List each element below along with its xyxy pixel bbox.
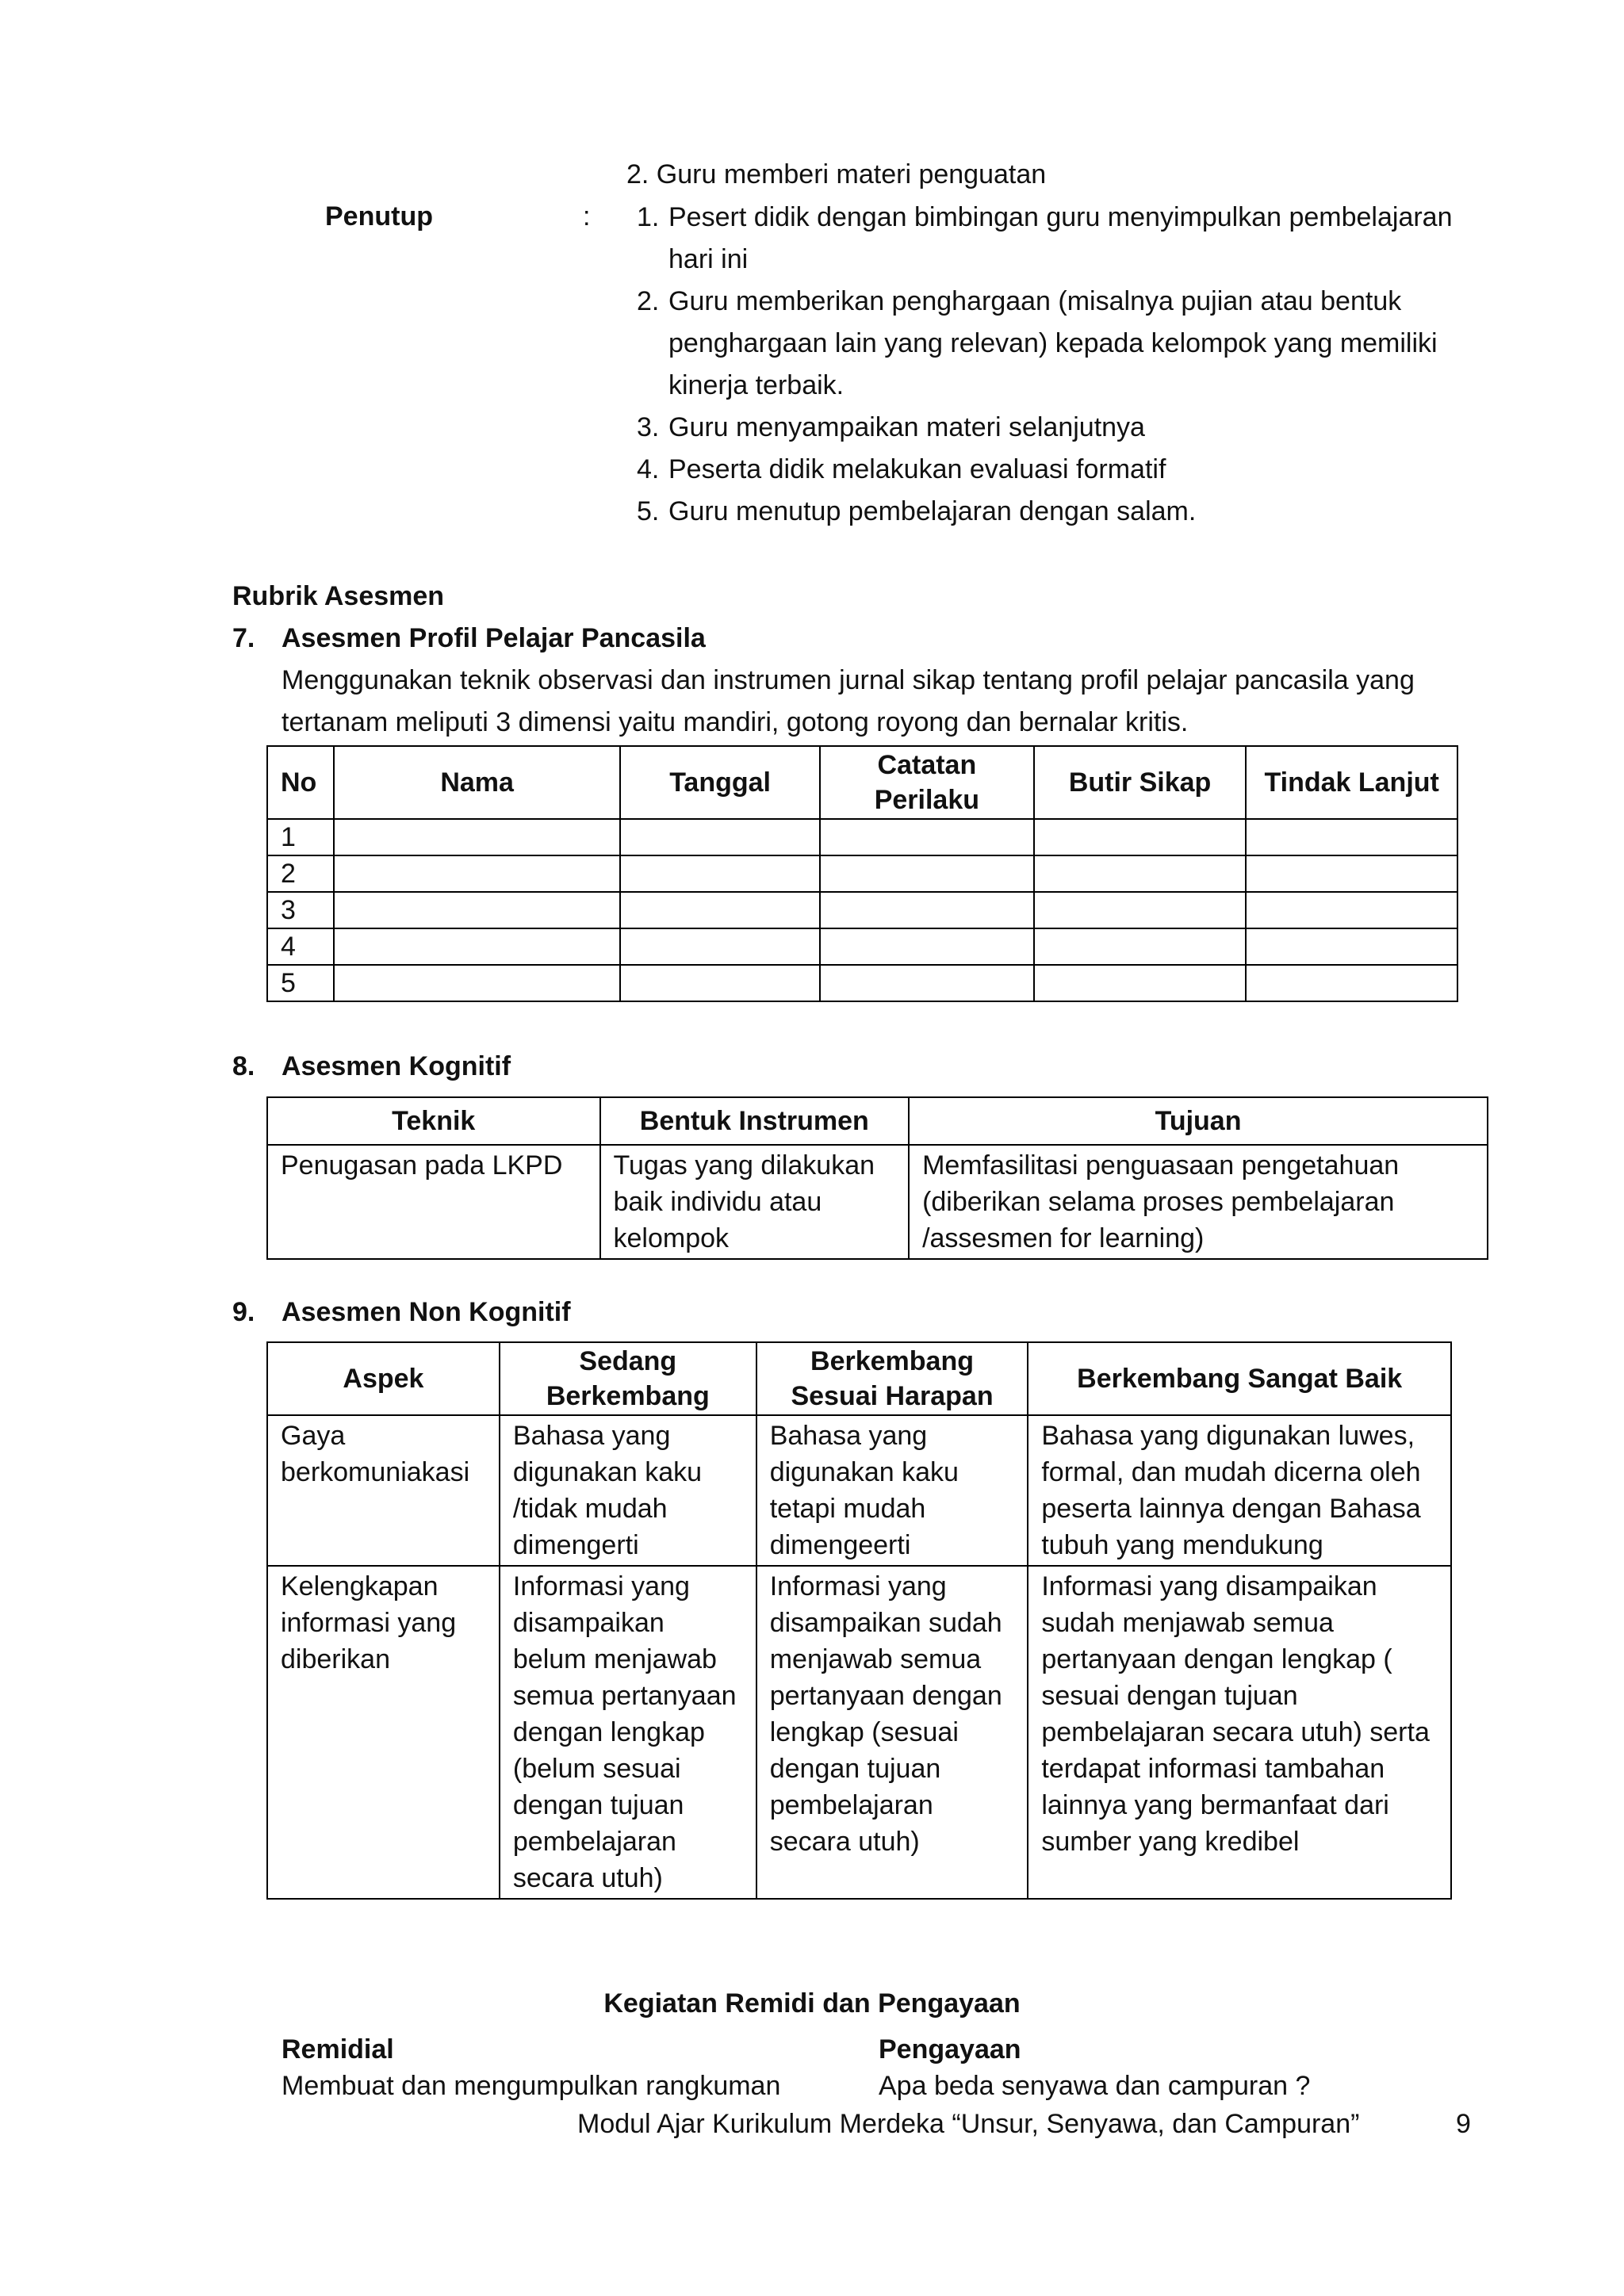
cell-tanggal bbox=[620, 928, 820, 965]
item-number: 1. bbox=[637, 202, 660, 232]
list-item bbox=[637, 281, 1469, 407]
footer-module-title: Modul Ajar Kurikulum Merdeka “Unsur, Senyawa, dan Campuran” bbox=[577, 2109, 1360, 2139]
pengayaan-label: Pengayaan bbox=[879, 2034, 1021, 2064]
section-title: Asesmen Profil Pelajar Pancasila bbox=[282, 623, 706, 653]
section-number: 8. bbox=[232, 1051, 255, 1081]
header-butir-sikap: Butir Sikap bbox=[1034, 746, 1247, 819]
cell-sedang: Informasi yang disampaikan belum menjawab semua pertanyaan dengan lengkap (belum sesuai dengan tujuan pembelajaran secara utuh) bbox=[500, 1566, 756, 1899]
item-text: Peserta didik melakukan evaluasi formatif bbox=[668, 454, 1166, 484]
cell-tindak bbox=[1246, 819, 1457, 855]
cell-nama bbox=[334, 855, 620, 892]
section-8-heading bbox=[232, 1047, 511, 1087]
table-row bbox=[267, 965, 1457, 1001]
header-teknik: Teknik bbox=[267, 1097, 600, 1145]
cell-nama bbox=[334, 819, 620, 855]
section-title: Asesmen Non Kognitif bbox=[282, 1297, 571, 1327]
pengayaan-text: Apa beda senyawa dan campuran ? bbox=[879, 2071, 1311, 2101]
cell-tindak bbox=[1246, 855, 1457, 892]
table-row bbox=[267, 1415, 1451, 1566]
header-tanggal: Tanggal bbox=[620, 746, 820, 819]
header-no: No bbox=[267, 746, 334, 819]
cell-butir bbox=[1034, 892, 1247, 928]
remidial-label: Remidial bbox=[282, 2034, 394, 2064]
cell-tanggal bbox=[620, 892, 820, 928]
cell-tindak bbox=[1246, 965, 1457, 1001]
asesmen-non-kognitif-table bbox=[266, 1341, 1452, 1900]
section-9-heading bbox=[232, 1292, 571, 1333]
section-number: 7. bbox=[232, 623, 255, 653]
row-number: 5 bbox=[267, 965, 334, 1001]
cell-catatan bbox=[820, 965, 1034, 1001]
cell-sesuai: Informasi yang disampaikan sudah menjawab semua pertanyaan dengan lengkap (sesuai dengan tujuan pembelajaran secara utuh) bbox=[756, 1566, 1028, 1899]
table-row bbox=[267, 1145, 1488, 1259]
cell-bentuk-instrumen: Tugas yang dilakukan baik individu atau kelompok bbox=[600, 1145, 910, 1259]
cell-tanggal bbox=[620, 965, 820, 1001]
header-nama: Nama bbox=[334, 746, 620, 819]
remidi-pengayaan-title: Kegiatan Remidi dan Pengayaan bbox=[603, 1988, 1021, 2019]
table-header-row bbox=[267, 1097, 1488, 1145]
list-item bbox=[637, 197, 1469, 281]
section-7-description: Menggunakan teknik observasi dan instrumen jurnal sikap tentang profil pelajar pancasila yang tertanam meliputi 3 dimensi yaitu mandiri, gotong royong dan bernalar kritis. bbox=[282, 665, 1415, 737]
header-bentuk-instrumen: Bentuk Instrumen bbox=[600, 1097, 910, 1145]
cell-catatan bbox=[820, 819, 1034, 855]
item-text: Pesert didik dengan bimbingan guru menyimpulkan pembelajaran hari ini bbox=[668, 202, 1453, 274]
header-tujuan: Tujuan bbox=[909, 1097, 1488, 1145]
cell-tujuan: Memfasilitasi penguasaan pengetahuan (diberikan selama proses pembelajaran /assesmen for learning) bbox=[909, 1145, 1488, 1259]
table-row bbox=[267, 855, 1457, 892]
cell-sangat-baik: Bahasa yang digunakan luwes, formal, dan mudah dicerna oleh peserta lainnya dengan Bahasa tubuh yang mendukung bbox=[1028, 1415, 1451, 1566]
cell-butir bbox=[1034, 965, 1247, 1001]
cell-catatan bbox=[820, 928, 1034, 965]
header-aspek: Aspek bbox=[267, 1342, 500, 1415]
cell-sedang: Bahasa yang digunakan kaku /tidak mudah dimengerti bbox=[500, 1415, 756, 1566]
item-text: Guru menutup pembelajaran dengan salam. bbox=[668, 496, 1197, 526]
cell-teknik: Penugasan pada LKPD bbox=[267, 1145, 600, 1259]
header-catatan-perilaku: Catatan Perilaku bbox=[820, 746, 1034, 819]
row-number: 3 bbox=[267, 892, 334, 928]
cell-aspek: Gaya berkomuniakasi bbox=[267, 1415, 500, 1566]
row-number: 4 bbox=[267, 928, 334, 965]
cell-tindak bbox=[1246, 928, 1457, 965]
row-number: 1 bbox=[267, 819, 334, 855]
cell-aspek: Kelengkapan informasi yang diberikan bbox=[267, 1566, 500, 1899]
section-7-heading bbox=[232, 618, 706, 659]
item-text: Guru memberikan penghargaan (misalnya pujian atau bentuk penghargaan lain yang relevan) kepada kelompok yang memiliki kinerja terbaik. bbox=[668, 286, 1438, 400]
cell-tindak bbox=[1246, 892, 1457, 928]
asesmen-kognitif-table bbox=[266, 1096, 1488, 1260]
table-header-row bbox=[267, 1342, 1451, 1415]
cell-nama bbox=[334, 892, 620, 928]
list-item bbox=[637, 449, 1469, 491]
header-sedang-berkembang: Sedang Berkembang bbox=[500, 1342, 756, 1415]
table-row bbox=[267, 928, 1457, 965]
cell-butir bbox=[1034, 855, 1247, 892]
table-header-row bbox=[267, 746, 1457, 819]
list-item bbox=[637, 491, 1469, 533]
cell-butir bbox=[1034, 819, 1247, 855]
cell-butir bbox=[1034, 928, 1247, 965]
section-title: Asesmen Kognitif bbox=[282, 1051, 511, 1081]
cell-sangat-baik: Informasi yang disampaikan sudah menjawab semua pertanyaan dengan lengkap ( sesuai dengan tujuan pembelajaran secara utuh) serta terdapat informasi tambahan lainnya yang bermanfaat dari sumber yang kredibel bbox=[1028, 1566, 1451, 1899]
item-number: 3. bbox=[637, 412, 660, 442]
header-berkembang-sangat-baik: Berkembang Sangat Baik bbox=[1028, 1342, 1451, 1415]
item-number: 5. bbox=[637, 496, 660, 526]
remidial-text: Membuat dan mengumpulkan rangkuman bbox=[282, 2071, 781, 2101]
header-tindak-lanjut: Tindak Lanjut bbox=[1246, 746, 1457, 819]
rubrik-title: Rubrik Asesmen bbox=[232, 581, 445, 611]
table-row bbox=[267, 819, 1457, 855]
penutup-list bbox=[637, 197, 1469, 533]
header-berkembang-sesuai-harapan: Berkembang Sesuai Harapan bbox=[756, 1342, 1028, 1415]
item-text: Guru menyampaikan materi selanjutnya bbox=[668, 412, 1145, 442]
cell-catatan bbox=[820, 892, 1034, 928]
cell-catatan bbox=[820, 855, 1034, 892]
penutup-pre-item: 2. Guru memberi materi penguatan bbox=[626, 159, 1047, 189]
row-number: 2 bbox=[267, 855, 334, 892]
table-row bbox=[267, 1566, 1451, 1899]
cell-nama bbox=[334, 928, 620, 965]
profil-pancasila-table bbox=[266, 745, 1458, 1002]
table-row bbox=[267, 892, 1457, 928]
cell-tanggal bbox=[620, 855, 820, 892]
penutup-label: Penutup bbox=[325, 201, 433, 232]
section-number: 9. bbox=[232, 1297, 255, 1327]
cell-sesuai: Bahasa yang digunakan kaku tetapi mudah dimengeerti bbox=[756, 1415, 1028, 1566]
cell-tanggal bbox=[620, 819, 820, 855]
page-number: 9 bbox=[1456, 2109, 1471, 2139]
cell-nama bbox=[334, 965, 620, 1001]
item-number: 4. bbox=[637, 454, 660, 484]
penutup-colon: : bbox=[583, 201, 591, 232]
list-item bbox=[637, 407, 1469, 449]
item-number: 2. bbox=[637, 286, 660, 316]
